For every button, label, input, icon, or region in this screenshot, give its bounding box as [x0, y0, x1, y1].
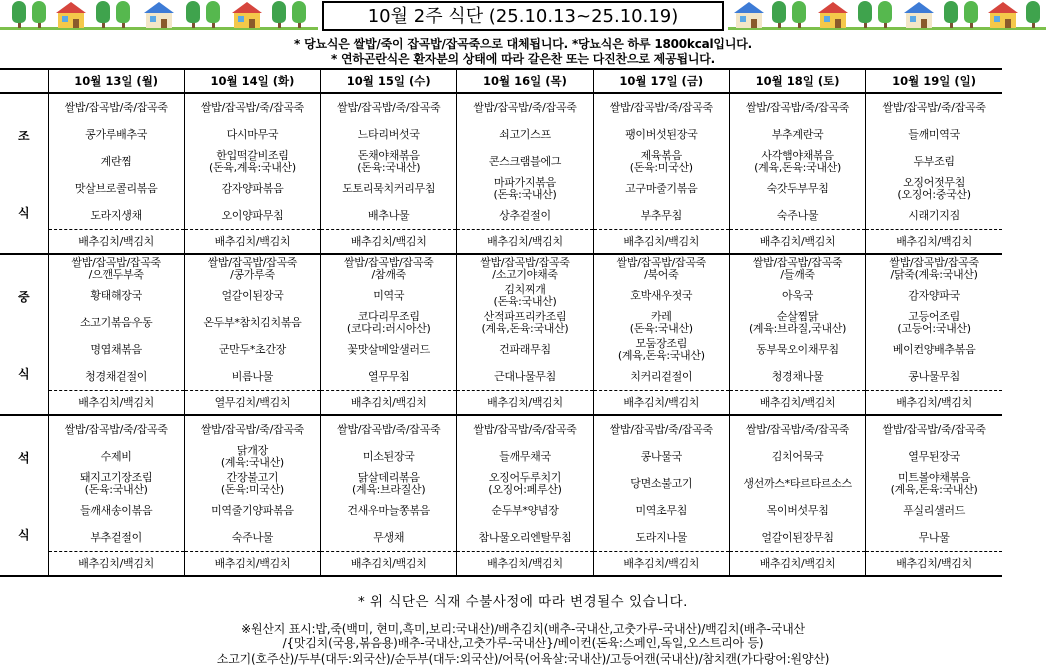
dysphagia-note: * 연하곤란식은 환자분의 상태에 따라 갈은찬 또는 다진찬으로 제공됩니다. — [330, 52, 716, 66]
menu-item: 김치찌개 (돈육:국내산) — [457, 282, 593, 309]
menu-item: 당면소불고기 — [593, 470, 729, 497]
menu-item: 배추나물 — [321, 202, 457, 230]
menu-item: 명엽채볶음 — [48, 336, 184, 363]
menu-item: 부추무침 — [593, 202, 729, 230]
menu-item: 동부묵오이채무침 — [729, 336, 865, 363]
menu-item: 미트볼야채볶음 (계육,돈육:국내산) — [866, 470, 1002, 497]
menu-item: 열무된장국 — [866, 443, 1002, 470]
menu-item: 콩나물무침 — [866, 363, 1002, 391]
menu-item: 청경채겉절이 — [48, 363, 184, 391]
tree-icon — [272, 1, 286, 28]
menu-item: 마파가지볶음 (돈육:국내산) — [457, 175, 593, 202]
menu-item: 순살찜닭 (계육:브라질,국내산) — [729, 309, 865, 336]
staple-item: 쌀밥/잡곡밥/죽/잡곡죽 — [457, 415, 593, 443]
meal-row — [0, 93, 1002, 121]
kimchi-item: 배추김치/백김치 — [457, 230, 593, 255]
meal-row — [0, 309, 1002, 336]
kimchi-item: 배추김치/백김치 — [729, 552, 865, 577]
house-icon — [906, 2, 932, 28]
meal-row — [0, 175, 1002, 202]
menu-item: 고구마줄기볶음 — [593, 175, 729, 202]
staple-item: 쌀밥/잡곡밥/죽/잡곡죽 — [184, 93, 320, 121]
day-header-row — [0, 69, 1002, 93]
tree-icon — [858, 1, 872, 28]
meal-row — [0, 470, 1002, 497]
staple-item: 쌀밥/잡곡밥/잡곡죽 /으깬두부죽 — [48, 254, 184, 282]
menu-item: 오징어두루치기 (오징어:페루산) — [457, 470, 593, 497]
menu-item: 치커리겉절이 — [593, 363, 729, 391]
menu-item: 소고기볶음우동 — [48, 309, 184, 336]
meal-row — [0, 202, 1002, 230]
staple-item: 쌀밥/잡곡밥/죽/잡곡죽 — [457, 93, 593, 121]
house-icon — [990, 2, 1016, 28]
menu-item: 산적파프리카조림 (계육,돈육:국내산) — [457, 309, 593, 336]
meal-label-bottom: 식 — [17, 205, 30, 220]
staple-item: 쌀밥/잡곡밥/잡곡죽 /참깨죽 — [321, 254, 457, 282]
menu-item: 비름나물 — [184, 363, 320, 391]
kimchi-item: 배추김치/백김치 — [321, 552, 457, 577]
meal-row — [0, 121, 1002, 148]
menu-item: 상추겉절이 — [457, 202, 593, 230]
menu-item: 들깨미역국 — [866, 121, 1002, 148]
weekly-menu-table — [0, 68, 1002, 577]
tree-icon — [32, 1, 46, 28]
menu-item: 계란찜 — [48, 148, 184, 175]
menu-item: 미역줄기양파볶음 — [184, 497, 320, 524]
menu-item: 맛살브로콜리볶음 — [48, 175, 184, 202]
meal-row — [0, 552, 1002, 577]
staple-item: 쌀밥/잡곡밥/잡곡죽 /북어죽 — [593, 254, 729, 282]
meal-label — [0, 415, 48, 576]
house-icon — [820, 2, 846, 28]
menu-item: 오이양파무침 — [184, 202, 320, 230]
menu-item: 참나물오리엔탈무침 — [457, 524, 593, 552]
menu-item: 건새우마늘쫑볶음 — [321, 497, 457, 524]
tree-icon — [878, 1, 892, 28]
kimchi-item: 배추김치/백김치 — [593, 552, 729, 577]
meal-label-bottom: 식 — [17, 366, 30, 381]
kimchi-item: 배추김치/백김치 — [48, 391, 184, 416]
menu-item: 부추겉절이 — [48, 524, 184, 552]
menu-item: 숙주나물 — [184, 524, 320, 552]
menu-item: 도토리묵치커리무침 — [321, 175, 457, 202]
staple-item: 쌀밥/잡곡밥/죽/잡곡죽 — [48, 93, 184, 121]
origin-line-1: ※원산지 표시:밥,죽(백미, 현미,흑미,보리:국내산)/배추김치(배추-국내산,고춧가루-국내산)/백김치(배추-국내산 — [241, 622, 805, 636]
staple-item: 쌀밥/잡곡밥/잡곡죽 /들깨죽 — [729, 254, 865, 282]
day-header: 10월 17일 (금) — [593, 69, 729, 93]
change-notice: * 위 식단은 식재 수불사정에 따라 변경될수 있습니다. — [358, 594, 688, 610]
meal-row — [0, 230, 1002, 255]
kimchi-item: 열무김치/백김치 — [184, 391, 320, 416]
menu-item: 두부조림 — [866, 148, 1002, 175]
kimchi-item: 배추김치/백김치 — [866, 552, 1002, 577]
meal-row — [0, 524, 1002, 552]
meal-label-top: 중 — [17, 289, 30, 304]
meal-label-top: 조 — [17, 128, 30, 143]
tree-icon — [186, 1, 200, 28]
tree-icon — [96, 1, 110, 28]
house-icon — [146, 2, 172, 28]
page-title: 10월 2주 식단 (25.10.13~25.10.19) — [322, 1, 724, 31]
staple-item: 쌀밥/잡곡밥/죽/잡곡죽 — [48, 415, 184, 443]
house-icon — [234, 2, 260, 28]
menu-item: 오징어젓무침 (오징어:중국산) — [866, 175, 1002, 202]
menu-item: 시래기지짐 — [866, 202, 1002, 230]
staple-item: 쌀밥/잡곡밥/죽/잡곡죽 — [593, 415, 729, 443]
kimchi-item: 배추김치/백김치 — [184, 230, 320, 255]
menu-item: 김치어묵국 — [729, 443, 865, 470]
staple-item: 쌀밥/잡곡밥/죽/잡곡죽 — [729, 415, 865, 443]
tree-icon — [12, 1, 26, 28]
menu-item: 아욱국 — [729, 282, 865, 309]
tree-icon — [944, 1, 958, 28]
menu-item: 부추계란국 — [729, 121, 865, 148]
header-illustration-right — [728, 0, 1046, 34]
menu-item: 고등어조림 (고등어:국내산) — [866, 309, 1002, 336]
menu-item: 숙갓두부무침 — [729, 175, 865, 202]
menu-item: 건파래무침 — [457, 336, 593, 363]
tree-icon — [116, 1, 130, 28]
menu-item: 콩나물국 — [593, 443, 729, 470]
menu-item: 푸실리샐러드 — [866, 497, 1002, 524]
menu-item: 들깨무채국 — [457, 443, 593, 470]
menu-item: 무생채 — [321, 524, 457, 552]
menu-item: 돈채야채볶음 (돈육:국내산) — [321, 148, 457, 175]
meal-row — [0, 254, 1002, 282]
origin-line-2: /{맛김치(국용,볶음용)배추-국내산,고춧가루-국내산}/베이컨(돈육:스페인,독일,오스트리아 등) — [282, 636, 764, 650]
menu-item: 황태해장국 — [48, 282, 184, 309]
menu-item: 군만두*초간장 — [184, 336, 320, 363]
menu-item: 사각햄야채볶음 (계육,돈육:국내산) — [729, 148, 865, 175]
staple-item: 쌀밥/잡곡밥/잡곡죽 /닭죽(계육:국내산) — [866, 254, 1002, 282]
staple-item: 쌀밥/잡곡밥/죽/잡곡죽 — [593, 93, 729, 121]
menu-item: 순두부*양념장 — [457, 497, 593, 524]
staple-item: 쌀밥/잡곡밥/잡곡죽 /콩가루죽 — [184, 254, 320, 282]
staple-item: 쌀밥/잡곡밥/죽/잡곡죽 — [866, 93, 1002, 121]
menu-item: 베이컨양배추볶음 — [866, 336, 1002, 363]
meal-row — [0, 282, 1002, 309]
kimchi-item: 배추김치/백김치 — [184, 552, 320, 577]
menu-item: 숙주나물 — [729, 202, 865, 230]
meal-label-bottom: 식 — [17, 527, 30, 542]
menu-item: 느타리버섯국 — [321, 121, 457, 148]
tree-icon — [772, 1, 786, 28]
menu-item: 미소된장국 — [321, 443, 457, 470]
house-icon — [58, 2, 84, 28]
kimchi-item: 배추김치/백김치 — [457, 391, 593, 416]
day-header: 10월 18일 (토) — [729, 69, 865, 93]
menu-item: 얼갈이된장국 — [184, 282, 320, 309]
menu-item: 근대나물무침 — [457, 363, 593, 391]
meal-label-top: 석 — [17, 450, 30, 465]
meal-label — [0, 254, 48, 415]
staple-item: 쌀밥/잡곡밥/죽/잡곡죽 — [729, 93, 865, 121]
staple-item: 쌀밥/잡곡밥/죽/잡곡죽 — [866, 415, 1002, 443]
menu-item: 온두부*참치김치볶음 — [184, 309, 320, 336]
menu-item: 감자양파볶음 — [184, 175, 320, 202]
menu-item: 청경채나물 — [729, 363, 865, 391]
menu-item: 다시마무국 — [184, 121, 320, 148]
meal-row — [0, 415, 1002, 443]
kimchi-item: 배추김치/백김치 — [866, 391, 1002, 416]
day-header: 10월 16일 (목) — [457, 69, 593, 93]
staple-item: 쌀밥/잡곡밥/죽/잡곡죽 — [184, 415, 320, 443]
meal-row — [0, 391, 1002, 416]
kimchi-item: 배추김치/백김치 — [593, 391, 729, 416]
kimchi-item: 배추김치/백김치 — [321, 230, 457, 255]
menu-item: 꽃맛살메알샐러드 — [321, 336, 457, 363]
menu-item: 카레 (돈육:국내산) — [593, 309, 729, 336]
menu-item: 제육볶음 (돈육:미국산) — [593, 148, 729, 175]
kimchi-item: 배추김치/백김치 — [866, 230, 1002, 255]
tree-icon — [792, 1, 806, 28]
menu-item: 코다리무조림 (코다리:러시아산) — [321, 309, 457, 336]
day-header: 10월 13일 (월) — [48, 69, 184, 93]
menu-item: 콘스크램블에그 — [457, 148, 593, 175]
menu-item: 쇠고기스프 — [457, 121, 593, 148]
tree-icon — [206, 1, 220, 28]
menu-item: 간장불고기 (돈육:미국산) — [184, 470, 320, 497]
meal-row — [0, 497, 1002, 524]
meal-row — [0, 443, 1002, 470]
menu-item: 돼지고기장조림 (돈육:국내산) — [48, 470, 184, 497]
day-header: 10월 15일 (수) — [321, 69, 457, 93]
menu-item: 닭개장 (계육:국내산) — [184, 443, 320, 470]
day-header: 10월 19일 (일) — [866, 69, 1002, 93]
tree-icon — [1026, 1, 1040, 28]
meal-row — [0, 336, 1002, 363]
menu-item: 한입떡갈비조림 (돈육,계육:국내산) — [184, 148, 320, 175]
menu-item: 생선까스*타르타르소스 — [729, 470, 865, 497]
kimchi-item: 배추김치/백김치 — [457, 552, 593, 577]
menu-item: 얼갈이된장무침 — [729, 524, 865, 552]
kimchi-item: 배추김치/백김치 — [48, 230, 184, 255]
staple-item: 쌀밥/잡곡밥/죽/잡곡죽 — [321, 93, 457, 121]
tree-icon — [964, 1, 978, 28]
menu-item: 도라지생채 — [48, 202, 184, 230]
kimchi-item: 배추김치/백김치 — [48, 552, 184, 577]
menu-item: 들깨새송이볶음 — [48, 497, 184, 524]
diabetic-note: * 당뇨식은 쌀밥/죽이 잡곡밥/잡곡죽으로 대체됩니다. *당뇨식은 하루 1800kcal입니다. — [294, 37, 752, 51]
origin-line-3: 소고기(호주산)/두부(대두:외국산)/순두부(대두:외국산)/어묵(어육살:국내산)/고등어캔(국내산)/참치캔(가다랑어:원양산) — [216, 652, 830, 666]
header-illustration-left — [0, 0, 318, 34]
menu-item: 호박새우젓국 — [593, 282, 729, 309]
meal-row — [0, 363, 1002, 391]
staple-item: 쌀밥/잡곡밥/죽/잡곡죽 — [321, 415, 457, 443]
menu-item: 무나물 — [866, 524, 1002, 552]
meal-label — [0, 93, 48, 254]
menu-item: 미역초무침 — [593, 497, 729, 524]
kimchi-item: 배추김치/백김치 — [593, 230, 729, 255]
kimchi-item: 배추김치/백김치 — [321, 391, 457, 416]
menu-item: 열무무침 — [321, 363, 457, 391]
house-icon — [736, 2, 762, 28]
menu-item: 감자양파국 — [866, 282, 1002, 309]
menu-item: 모둠장조림 (계육,돈육:국내산) — [593, 336, 729, 363]
tree-icon — [292, 1, 306, 28]
kimchi-item: 배추김치/백김치 — [729, 230, 865, 255]
menu-item: 팽이버섯된장국 — [593, 121, 729, 148]
menu-item: 미역국 — [321, 282, 457, 309]
meal-row — [0, 148, 1002, 175]
staple-item: 쌀밥/잡곡밥/잡곡죽 /소고기야채죽 — [457, 254, 593, 282]
kimchi-item: 배추김치/백김치 — [729, 391, 865, 416]
menu-item: 수제비 — [48, 443, 184, 470]
menu-item: 목이버섯무침 — [729, 497, 865, 524]
menu-item: 콩가루배추국 — [48, 121, 184, 148]
menu-item: 도라지나물 — [593, 524, 729, 552]
day-header: 10월 14일 (화) — [184, 69, 320, 93]
menu-item: 닭살데리볶음 (계육:브라질산) — [321, 470, 457, 497]
